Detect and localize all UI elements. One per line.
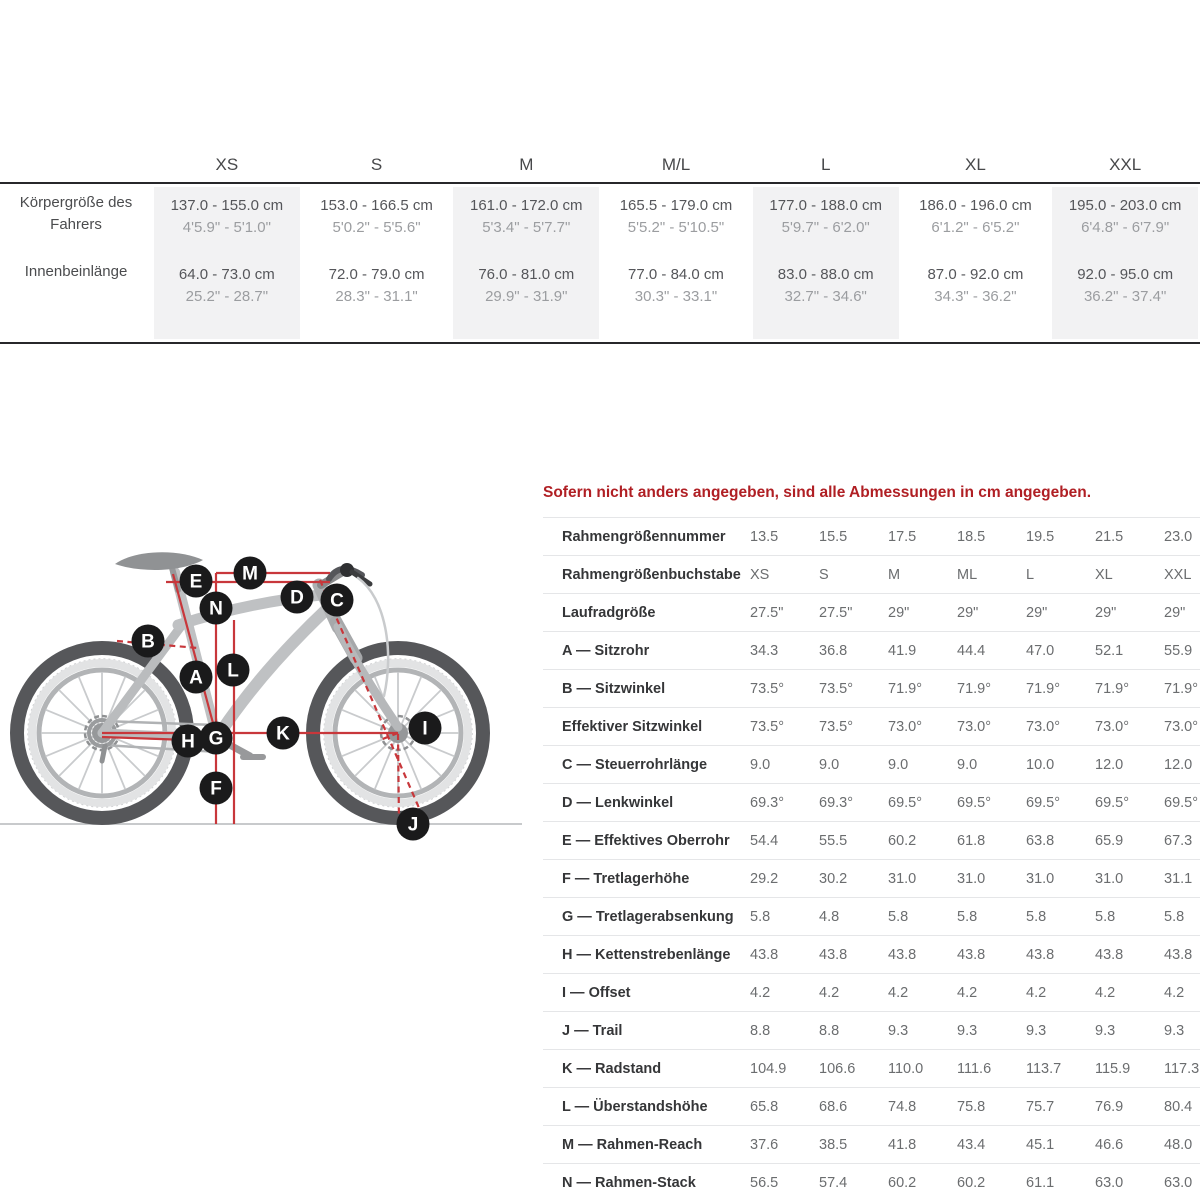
geometry-value: 68.6 bbox=[819, 1098, 848, 1115]
rider-height-cell bbox=[753, 195, 899, 239]
geometry-row-label: C — Steuerrohrlänge bbox=[562, 756, 708, 773]
height-imperial-range: 4'5.9" - 5'1.0" bbox=[182, 219, 271, 236]
geometry-row bbox=[543, 555, 1200, 593]
size-row-labels bbox=[0, 184, 152, 342]
bike-geometry-diagram bbox=[0, 530, 540, 860]
geometry-value: 111.6 bbox=[957, 1060, 992, 1077]
geometry-value: S bbox=[819, 566, 829, 583]
height-cm-range: 153.0 - 166.5 cm bbox=[320, 197, 433, 214]
geometry-value: 8.8 bbox=[750, 1022, 771, 1039]
geometry-value: 29" bbox=[1026, 604, 1048, 621]
marker-H-letter: H bbox=[181, 731, 195, 753]
geometry-value: 9.3 bbox=[957, 1022, 978, 1039]
geometry-value: 73.5° bbox=[819, 718, 854, 735]
geometry-value: 115.9 bbox=[1095, 1060, 1131, 1077]
geometry-row bbox=[543, 707, 1200, 745]
geometry-value: 10.0 bbox=[1026, 756, 1055, 773]
geometry-value: 74.8 bbox=[888, 1098, 917, 1115]
geometry-value: 63.0 bbox=[1164, 1174, 1193, 1191]
geometry-value: 61.8 bbox=[957, 832, 986, 849]
geometry-value: 56.5 bbox=[750, 1174, 779, 1191]
marker-F-letter: F bbox=[210, 778, 222, 800]
geometry-value: 45.1 bbox=[1026, 1136, 1055, 1153]
geometry-value: 69.5° bbox=[1095, 794, 1130, 811]
geometry-value: 29" bbox=[1164, 604, 1186, 621]
size-column bbox=[453, 187, 599, 339]
size-header-cell: S bbox=[370, 155, 383, 174]
geometry-value: 48.0 bbox=[1164, 1136, 1193, 1153]
geometry-value: 43.8 bbox=[888, 946, 917, 963]
geometry-value: 73.0° bbox=[888, 718, 923, 735]
size-header-cell: M bbox=[519, 155, 534, 174]
size-column bbox=[603, 187, 749, 339]
geometry-row bbox=[543, 935, 1200, 973]
inseam-cell bbox=[753, 264, 899, 308]
geometry-row-label: H — Kettenstrebenlänge bbox=[562, 946, 731, 963]
geometry-value: 9.3 bbox=[1095, 1022, 1116, 1039]
geometry-value: 73.5° bbox=[750, 680, 785, 697]
geometry-value: 73.0° bbox=[1026, 718, 1061, 735]
geometry-row bbox=[543, 1049, 1200, 1087]
inseam-cell bbox=[453, 264, 599, 308]
inseam-cell bbox=[903, 264, 1049, 308]
rider-height-label bbox=[0, 192, 152, 236]
rider-height-cell bbox=[453, 195, 599, 239]
geometry-value: 57.4 bbox=[819, 1174, 848, 1191]
geometry-value: 34.3 bbox=[750, 642, 779, 659]
geometry-value: 60.2 bbox=[888, 832, 917, 849]
height-imperial-range: 6'1.2" - 6'5.2" bbox=[931, 219, 1020, 236]
geometry-value: 31.0 bbox=[957, 870, 986, 887]
rear-derailleur bbox=[102, 746, 105, 761]
geometry-value: 30.2 bbox=[819, 870, 848, 887]
geometry-value: 31.0 bbox=[1026, 870, 1055, 887]
geometry-value: 43.4 bbox=[957, 1136, 986, 1153]
geometry-value: 5.8 bbox=[1026, 908, 1047, 925]
marker-L bbox=[217, 654, 250, 687]
geometry-value: 4.2 bbox=[888, 984, 909, 1001]
marker-D bbox=[281, 581, 314, 614]
geometry-value: 41.9 bbox=[888, 642, 917, 659]
size-column bbox=[1052, 187, 1198, 339]
geometry-value: 31.0 bbox=[888, 870, 917, 887]
marker-D-letter: D bbox=[290, 587, 304, 609]
height-cm-range: 165.5 - 179.0 cm bbox=[619, 197, 733, 214]
height-cm-range: 177.0 - 188.0 cm bbox=[769, 197, 882, 214]
geometry-value: 15.5 bbox=[819, 528, 848, 545]
geometry-value: 9.0 bbox=[819, 756, 840, 773]
geometry-value: 21.5 bbox=[1095, 528, 1124, 545]
geometry-value: 71.9° bbox=[888, 680, 923, 697]
table-rule-bottom bbox=[0, 342, 1200, 344]
geometry-value: 73.0° bbox=[957, 718, 992, 735]
geometry-value: 46.6 bbox=[1095, 1136, 1124, 1153]
geometry-value: 69.3° bbox=[819, 794, 854, 811]
size-column bbox=[753, 187, 899, 339]
geometry-value: 5.8 bbox=[750, 908, 771, 925]
height-imperial-range: 5'9.7" - 6'2.0" bbox=[781, 219, 870, 236]
geometry-value: 4.2 bbox=[1164, 984, 1185, 1001]
geometry-value: 73.5° bbox=[750, 718, 785, 735]
geometry-value: 4.2 bbox=[957, 984, 978, 1001]
geometry-row-label: I — Offset bbox=[562, 984, 631, 1001]
marker-F bbox=[200, 772, 233, 805]
inseam-imperial-range: 32.7" - 34.6" bbox=[784, 288, 867, 305]
chain-top bbox=[102, 721, 216, 725]
marker-H bbox=[172, 725, 205, 758]
geometry-row-label: M — Rahmen-Reach bbox=[562, 1136, 703, 1153]
inseam-cm-range: 92.0 - 95.0 cm bbox=[1077, 266, 1174, 283]
marker-K-letter: K bbox=[276, 723, 290, 745]
geometry-value: XS bbox=[750, 566, 770, 583]
geometry-row bbox=[543, 1087, 1200, 1125]
geometry-value: 71.9° bbox=[1164, 680, 1199, 697]
geometry-value: 60.2 bbox=[888, 1174, 917, 1191]
geometry-value: 43.8 bbox=[957, 946, 986, 963]
geometry-row bbox=[543, 517, 1200, 555]
geometry-row bbox=[543, 745, 1200, 783]
geometry-value: 4.2 bbox=[1026, 984, 1047, 1001]
rider-height-cell bbox=[1052, 195, 1198, 239]
geometry-table bbox=[543, 517, 1200, 1200]
geometry-value: XL bbox=[1095, 566, 1113, 583]
marker-G bbox=[200, 722, 233, 755]
geometry-value: 37.6 bbox=[750, 1136, 779, 1153]
geometry-value: 73.0° bbox=[1164, 718, 1199, 735]
height-cm-range: 137.0 - 155.0 cm bbox=[170, 197, 284, 214]
geometry-value: 29" bbox=[888, 604, 910, 621]
geometry-row bbox=[543, 669, 1200, 707]
geometry-row-label: E — Effektives Oberrohr bbox=[562, 832, 730, 849]
geometry-value: 44.4 bbox=[957, 642, 986, 659]
geometry-row-label: F — Tretlagerhöhe bbox=[562, 870, 690, 887]
size-header-cell: M/L bbox=[661, 155, 691, 174]
inseam-cm-range: 72.0 - 79.0 cm bbox=[328, 266, 425, 283]
height-imperial-range: 5'3.4" - 5'7.7" bbox=[482, 219, 571, 236]
marker-E-letter: E bbox=[189, 571, 203, 593]
geometry-row bbox=[543, 897, 1200, 935]
geometry-value: 69.5° bbox=[957, 794, 992, 811]
inseam-label-line1: Innenbeinlänge bbox=[24, 263, 128, 280]
geometry-row-label: J — Trail bbox=[562, 1022, 623, 1039]
rider-height-cell bbox=[154, 195, 300, 239]
geometry-row bbox=[543, 593, 1200, 631]
geometry-value: 13.5 bbox=[750, 528, 779, 545]
geometry-value: 76.9 bbox=[1095, 1098, 1124, 1115]
rider-fit-table bbox=[0, 148, 1200, 344]
marker-E bbox=[180, 565, 213, 598]
bike-diagram-svg bbox=[0, 530, 540, 860]
marker-N-letter: N bbox=[209, 598, 223, 620]
geometry-value: 4.2 bbox=[750, 984, 771, 1001]
geometry-value: 47.0 bbox=[1026, 642, 1055, 659]
geometry-value: 65.8 bbox=[750, 1098, 779, 1115]
marker-A-letter: A bbox=[189, 667, 203, 689]
geometry-value: 43.8 bbox=[819, 946, 848, 963]
geometry-value: 5.8 bbox=[1164, 908, 1185, 925]
rider-height-label-line1: Körpergröße des bbox=[19, 194, 133, 211]
geometry-row-label: Laufradgröße bbox=[562, 604, 656, 621]
geometry-value: 31.1 bbox=[1164, 870, 1193, 887]
height-imperial-range: 5'0.2" - 5'5.6" bbox=[332, 219, 421, 236]
geometry-row bbox=[543, 859, 1200, 897]
geometry-row-label: L — Überstandshöhe bbox=[562, 1098, 708, 1115]
inseam-cell bbox=[304, 264, 450, 308]
rider-height-cell bbox=[304, 195, 450, 239]
inseam-label bbox=[0, 261, 152, 283]
geometry-value: 18.5 bbox=[957, 528, 986, 545]
marker-C bbox=[321, 584, 354, 617]
geometry-row-label: Rahmengrößenbuchstabe bbox=[562, 566, 741, 583]
marker-C-letter: C bbox=[330, 590, 344, 612]
geometry-row-label: Effektiver Sitzwinkel bbox=[562, 718, 703, 735]
geometry-value: 75.8 bbox=[957, 1098, 986, 1115]
geometry-value: 9.0 bbox=[957, 756, 978, 773]
geometry-value: 61.1 bbox=[1026, 1174, 1055, 1191]
geometry-value: 29" bbox=[1095, 604, 1117, 621]
geometry-value: 43.8 bbox=[1164, 946, 1193, 963]
marker-J bbox=[397, 808, 430, 841]
geometry-row-label: N — Rahmen-Stack bbox=[562, 1174, 696, 1191]
geometry-row bbox=[543, 783, 1200, 821]
geometry-value: 27.5" bbox=[819, 604, 853, 621]
geometry-value: 9.0 bbox=[750, 756, 771, 773]
geometry-value: 69.5° bbox=[888, 794, 923, 811]
marker-M bbox=[234, 557, 267, 590]
rider-height-label-line2: Fahrers bbox=[50, 216, 102, 233]
geometry-value: 27.5" bbox=[750, 604, 784, 621]
marker-B bbox=[132, 625, 165, 658]
geometry-value: L bbox=[1026, 566, 1035, 583]
geometry-value: 69.5° bbox=[1026, 794, 1061, 811]
geometry-value: 23.0 bbox=[1164, 528, 1193, 545]
geometry-value: 43.8 bbox=[750, 946, 779, 963]
size-header-cell: XXL bbox=[1109, 155, 1142, 174]
rider-height-cell bbox=[903, 195, 1049, 239]
geometry-value: 63.8 bbox=[1026, 832, 1055, 849]
inseam-cm-range: 83.0 - 88.0 cm bbox=[777, 266, 874, 283]
inseam-imperial-range: 30.3" - 33.1" bbox=[634, 288, 718, 305]
inseam-cell bbox=[154, 264, 300, 308]
geometry-row bbox=[543, 821, 1200, 859]
geometry-row-label: A — Sitzrohr bbox=[562, 642, 650, 659]
geometry-value: ML bbox=[957, 566, 978, 583]
geometry-value: 5.8 bbox=[888, 908, 909, 925]
inseam-cm-range: 64.0 - 73.0 cm bbox=[178, 266, 275, 283]
geometry-value: 65.9 bbox=[1095, 832, 1124, 849]
inseam-imperial-range: 28.3" - 31.1" bbox=[335, 288, 418, 305]
geometry-value: 17.5 bbox=[888, 528, 917, 545]
geometry-value: 43.8 bbox=[1095, 946, 1124, 963]
height-imperial-range: 5'5.2" - 5'10.5" bbox=[627, 219, 725, 236]
height-cm-range: 161.0 - 172.0 cm bbox=[469, 197, 583, 214]
size-header-cell: XS bbox=[215, 155, 239, 174]
size-table-body bbox=[0, 184, 1200, 342]
geometry-value: 4.8 bbox=[819, 908, 840, 925]
geometry-value: 104.9 bbox=[750, 1060, 787, 1077]
geometry-value: 71.9° bbox=[957, 680, 992, 697]
geometry-value: 113.7 bbox=[1026, 1060, 1062, 1077]
marker-M-letter: M bbox=[242, 563, 258, 585]
inseam-cell bbox=[603, 264, 749, 308]
size-column bbox=[304, 187, 450, 339]
geometry-value: 31.0 bbox=[1095, 870, 1124, 887]
geometry-value: XXL bbox=[1164, 566, 1192, 583]
geometry-value: 80.4 bbox=[1164, 1098, 1193, 1115]
inseam-cm-range: 76.0 - 81.0 cm bbox=[478, 266, 575, 283]
geometry-value: 9.3 bbox=[1164, 1022, 1185, 1039]
height-imperial-range: 6'4.8" - 6'7.9" bbox=[1081, 219, 1170, 236]
geometry-value: 29" bbox=[957, 604, 979, 621]
size-header-cell: L bbox=[820, 155, 831, 174]
marker-N bbox=[200, 592, 233, 625]
geometry-value: 110.0 bbox=[888, 1060, 924, 1077]
size-column bbox=[154, 187, 300, 339]
geometry-value: 9.0 bbox=[888, 756, 909, 773]
geometry-value: 69.5° bbox=[1164, 794, 1199, 811]
size-header-row bbox=[0, 148, 1200, 182]
marker-I-letter: I bbox=[422, 718, 428, 740]
geometry-value: 12.0 bbox=[1095, 756, 1124, 773]
geometry-value: 9.3 bbox=[1026, 1022, 1047, 1039]
height-cm-range: 186.0 - 196.0 cm bbox=[919, 197, 1032, 214]
geometry-value: 106.6 bbox=[819, 1060, 856, 1077]
line-J-hub-vertical bbox=[398, 734, 399, 824]
geometry-row bbox=[543, 973, 1200, 1011]
geometry-value: 55.9 bbox=[1164, 642, 1193, 659]
geometry-value: 4.2 bbox=[1095, 984, 1116, 1001]
geometry-row bbox=[543, 1163, 1200, 1200]
geometry-value: 69.3° bbox=[750, 794, 785, 811]
geometry-row-label: Rahmengrößennummer bbox=[562, 528, 726, 545]
geometry-value: 67.3 bbox=[1164, 832, 1193, 849]
marker-L-letter: L bbox=[227, 660, 239, 682]
height-cm-range: 195.0 - 203.0 cm bbox=[1068, 197, 1182, 214]
marker-J-letter: J bbox=[407, 814, 419, 836]
units-note: Sofern nicht anders angegeben, sind alle Abmessungen in cm angegeben. bbox=[543, 484, 1092, 501]
rider-height-cell bbox=[603, 195, 749, 239]
size-column bbox=[903, 187, 1049, 339]
geometry-value: 36.8 bbox=[819, 642, 848, 659]
geometry-value: M bbox=[888, 566, 901, 583]
geometry-value: 55.5 bbox=[819, 832, 848, 849]
geometry-value: 19.5 bbox=[1026, 528, 1055, 545]
geometry-value: 12.0 bbox=[1164, 756, 1193, 773]
geometry-value: 38.5 bbox=[819, 1136, 848, 1153]
geometry-value: 117.3 bbox=[1164, 1060, 1200, 1077]
geometry-value: 41.8 bbox=[888, 1136, 917, 1153]
geometry-row-label: K — Radstand bbox=[562, 1060, 662, 1077]
size-header-cell: XL bbox=[965, 155, 986, 174]
geometry-row-label: B — Sitzwinkel bbox=[562, 680, 666, 697]
geometry-value: 73.5° bbox=[819, 680, 854, 697]
geometry-value: 52.1 bbox=[1095, 642, 1124, 659]
geometry-value: 29.2 bbox=[750, 870, 779, 887]
geometry-row-label: G — Tretlagerabsenkung bbox=[562, 908, 734, 925]
inseam-imperial-range: 34.3" - 36.2" bbox=[934, 288, 1017, 305]
inseam-cm-range: 77.0 - 84.0 cm bbox=[628, 266, 724, 283]
inseam-imperial-range: 25.2" - 28.7" bbox=[185, 288, 269, 305]
marker-B-letter: B bbox=[141, 631, 155, 653]
geometry-row bbox=[543, 1011, 1200, 1049]
inseam-cell bbox=[1052, 264, 1198, 308]
inseam-imperial-range: 36.2" - 37.4" bbox=[1083, 288, 1167, 305]
geometry-value: 60.2 bbox=[957, 1174, 986, 1191]
inseam-imperial-range: 29.9" - 31.9" bbox=[485, 288, 568, 305]
marker-I bbox=[409, 712, 442, 745]
geometry-value: 9.3 bbox=[888, 1022, 909, 1039]
geometry-value: 43.8 bbox=[1026, 946, 1055, 963]
inseam-cm-range: 87.0 - 92.0 cm bbox=[927, 266, 1024, 283]
geometry-value: 8.8 bbox=[819, 1022, 840, 1039]
geometry-value: 63.0 bbox=[1095, 1174, 1124, 1191]
geometry-value: 5.8 bbox=[957, 908, 978, 925]
geometry-value: 4.2 bbox=[819, 984, 840, 1001]
geometry-value: 5.8 bbox=[1095, 908, 1116, 925]
geometry-value: 71.9° bbox=[1095, 680, 1130, 697]
marker-K bbox=[267, 717, 300, 750]
geometry-row bbox=[543, 1125, 1200, 1163]
marker-G-letter: G bbox=[208, 728, 224, 750]
geometry-value: 71.9° bbox=[1026, 680, 1061, 697]
geometry-row-label: D — Lenkwinkel bbox=[562, 794, 674, 811]
geometry-value: 73.0° bbox=[1095, 718, 1130, 735]
geometry-value: 75.7 bbox=[1026, 1098, 1055, 1115]
geometry-row bbox=[543, 631, 1200, 669]
geometry-value: 54.4 bbox=[750, 832, 779, 849]
marker-A bbox=[180, 661, 213, 694]
